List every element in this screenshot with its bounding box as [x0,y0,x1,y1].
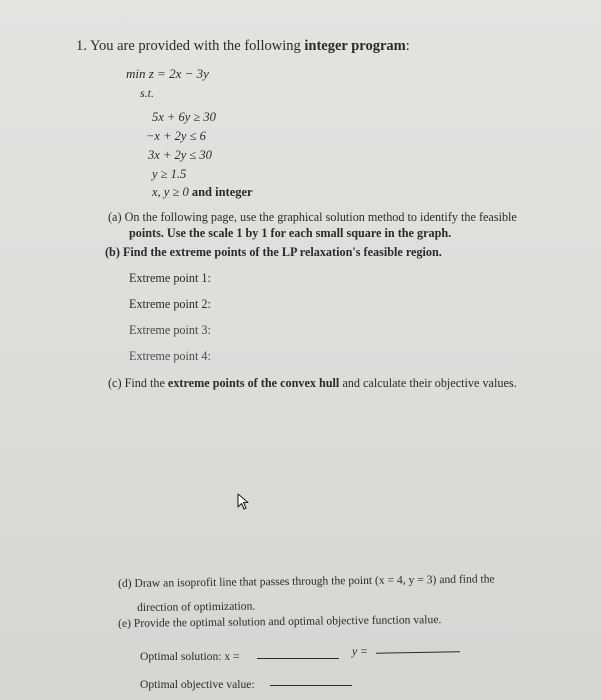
question-title [76,38,410,55]
part-e: (e) Provide the optimal solution and optimal objective function value. [118,613,442,630]
objective-value-blank[interactable] [270,685,352,686]
part-c [108,376,517,391]
part-b: (b) Find the extreme points of the LP relaxation's feasible region. [105,245,442,259]
extreme-point-2: Extreme point 2: [129,297,211,311]
part-c-end: and calculate their objective values. [339,376,517,390]
constraint-nonneg-integer [152,185,253,200]
extreme-point-1: Extreme point 1: [129,271,211,285]
integer-text: and integer [188,185,253,199]
nonneg-text: x, y ≥ 0 [152,185,189,199]
y-answer-blank[interactable] [376,651,460,653]
constraint-2: −x + 2y ≤ 6 [146,129,206,143]
objective-function: min z = 2x − 3y [126,66,209,81]
part-a-line-1: (a) On the following page, use the graphical solution method to identify the feasible [108,210,517,224]
y-answer-label: y = [352,645,368,658]
question-title-bold: integer program [304,38,406,54]
part-c-bold: extreme points of the convex hull [167,376,340,390]
part-a-line-2: points. Use the scale 1 by 1 for each small square in the graph. [129,226,452,240]
part-c-label: (c) Find the [108,376,168,390]
optimal-value-label: Optimal objective value: [140,678,255,691]
question-title-text: 1. You are provided with the following [76,38,305,54]
constraint-1: 5x + 6y ≥ 30 [152,110,216,124]
x-answer-blank[interactable] [257,658,339,659]
part-d-line-2: direction of optimization. [137,599,256,614]
optimal-solution-label: Optimal solution: x = [140,650,240,663]
part-d-line-1: (d) Draw an isoprofit line that passes through the point (x = 4, y = 3) and find the [118,572,495,590]
mouse-pointer-icon [237,493,251,516]
constraint-4: y ≥ 1.5 [152,167,187,181]
constraint-3: 3x + 2y ≤ 30 [148,148,212,162]
extreme-point-3: Extreme point 3: [129,323,211,337]
extreme-point-4: Extreme point 4: [129,349,211,363]
question-title-end: : [405,38,410,54]
subject-to-label: s.t. [140,86,155,100]
